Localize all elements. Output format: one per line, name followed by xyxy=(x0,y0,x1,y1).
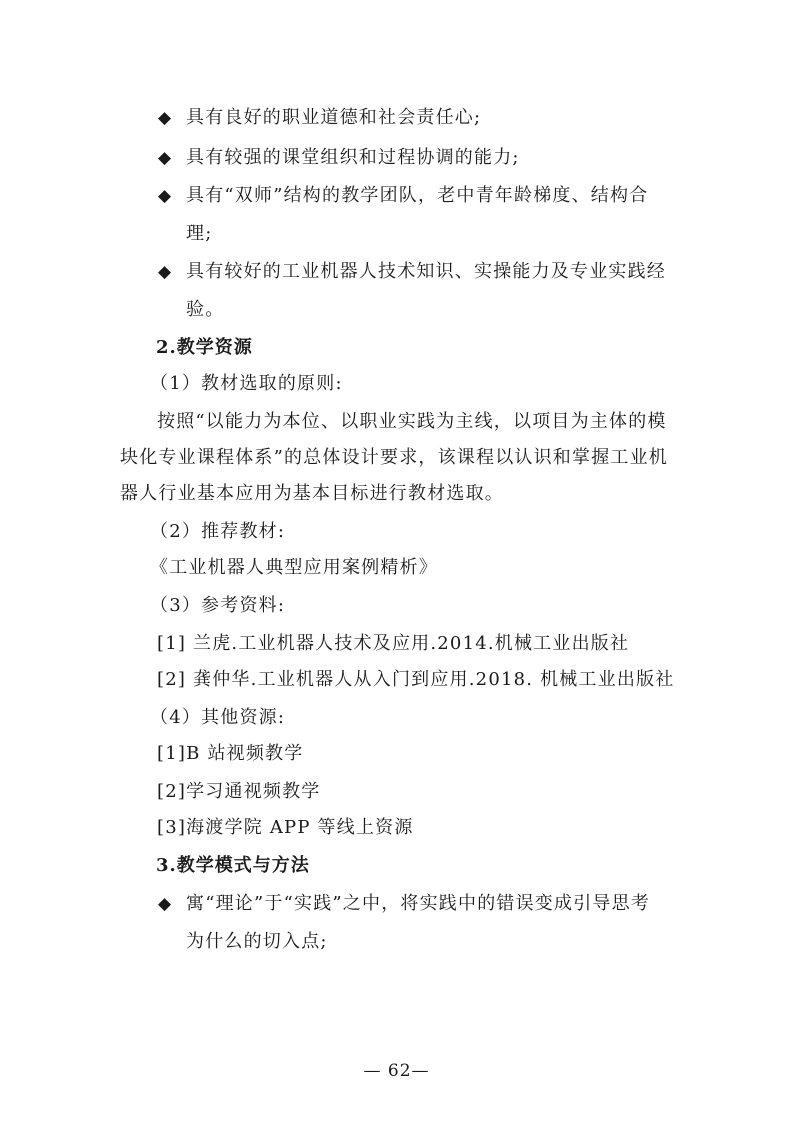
bullet-text: 具有较强的课堂组织和过程协调的能力; xyxy=(186,147,520,168)
bullet-diamond-icon: ◆ xyxy=(158,262,172,282)
section-heading-teaching-resources: 2.教学资源 xyxy=(156,337,253,358)
bullet-text: 具有良好的职业道德和社会责任心; xyxy=(186,107,482,128)
paragraph-line: 按照“以能力为本位、以职业实践为主线，以项目为主体的模 xyxy=(157,411,667,432)
paragraph-line: 块化专业课程体系”的总体设计要求，该课程以认识和掌握工业机 xyxy=(120,447,668,468)
section-heading-teaching-methods: 3.教学模式与方法 xyxy=(156,855,310,876)
resource-item: [2]学习通视频教学 xyxy=(157,781,321,802)
page-number: — 62— xyxy=(363,1061,430,1081)
subheading: （2）推荐教材: xyxy=(150,521,286,542)
bullet-text: 具有较好的工业机器人技术知识、实操能力及专业实践经 xyxy=(186,261,666,282)
bullet-diamond-icon: ◆ xyxy=(158,148,172,168)
paragraph-line: 器人行业基本应用为基本目标进行教材选取。 xyxy=(120,483,504,504)
reference-item: [2] 龚仲华.工业机器人从入门到应用.2018. 机械工业出版社 xyxy=(157,669,675,690)
bullet-text-continued: 理; xyxy=(186,223,213,244)
bullet-diamond-icon: ◆ xyxy=(158,186,172,206)
bullet-text: 寓“理论”于“实践”之中，将实践中的错误变成引导思考 xyxy=(186,893,651,914)
book-title: 《工业机器人典型应用案例精析》 xyxy=(150,557,438,578)
resource-item: [3]海渡学院 APP 等线上资源 xyxy=(157,817,414,838)
bullet-text: 具有“双师”结构的教学团队，老中青年龄梯度、结构合 xyxy=(186,185,649,206)
bullet-diamond-icon: ◆ xyxy=(158,894,172,914)
subheading: （3）参考资料: xyxy=(150,595,286,616)
subheading: （4）其他资源: xyxy=(150,707,286,728)
bullet-text-continued: 验。 xyxy=(186,299,225,320)
reference-item: [1] 兰虎.工业机器人技术及应用.2014.机械工业出版社 xyxy=(157,633,630,654)
bullet-diamond-icon: ◆ xyxy=(158,108,172,128)
bullet-text-continued: 为什么的切入点; xyxy=(186,931,328,952)
subheading: （1）教材选取的原则: xyxy=(150,373,343,394)
resource-item: [1]B 站视频教学 xyxy=(157,743,304,764)
